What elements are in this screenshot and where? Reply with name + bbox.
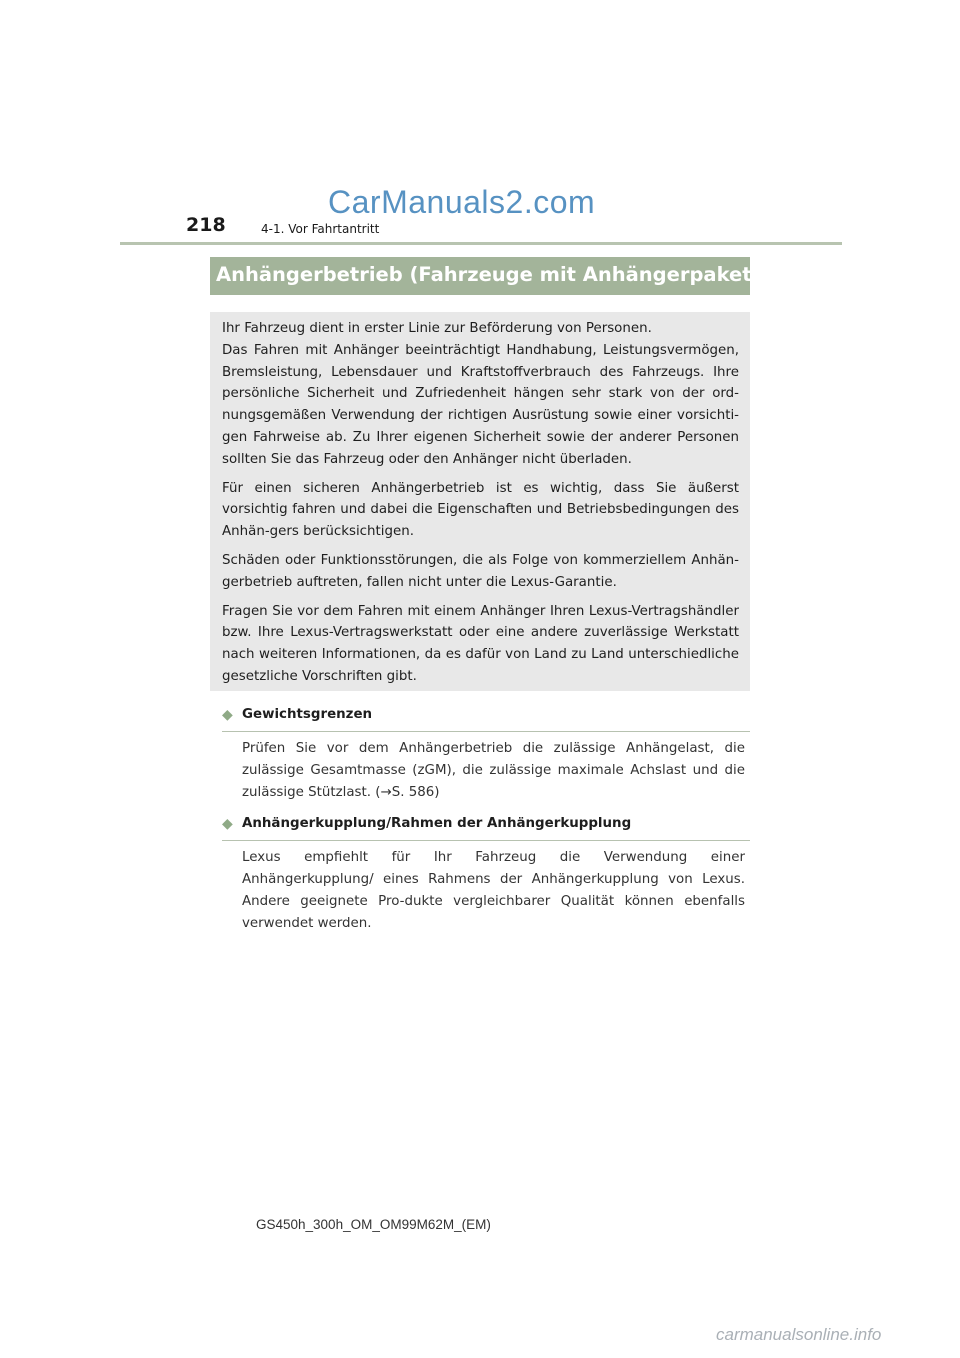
intro-paragraph-1: Ihr Fahrzeug dient in erster Linie zur Beförderung von Personen. Das Fahren mit Anhänger beeinträchtigt Handhabung, Leistungsvermögen, Bremsleistung, Lebensdauer und Kraftstoffverbrauch des Fahrzeugs. Ihre persönliche Sicherheit und Zufriedenheit hängen sehr stark von der ord-nungsgemäßen Verwendung der richtigen Ausrüstung sowie einer vorsichti-gen Fahrweise ab. Zu Ihrer eigenen Sicherheit sowie der anderer Personen sollten Sie das Fahrzeug oder den Anhänger nicht überladen.: [222, 321, 739, 467]
title-bar: [210, 257, 761, 295]
page-number: 218: [186, 214, 226, 236]
page-title: Anhängerbetrieb (Fahrzeuge mit Anhängerpaket): [216, 263, 761, 286]
subhead-label: Anhängerkupplung/Rahmen der Anhängerkupplung: [242, 816, 632, 831]
subhead-trailer-hitch: [222, 814, 750, 841]
intro-paragraph-2: Für einen sicheren Anhängerbetrieb ist es wichtig, dass Sie äußerst vorsichtig fahren und dabei die Eigenschaften und Betriebsbedingungen des Anhän-gers berücksichtigen.: [222, 480, 739, 540]
subhead-weight-limits: [222, 705, 750, 732]
footer-doc-code: GS450h_300h_OM_OM99M62M_(EM): [256, 1217, 491, 1232]
header-rule: [120, 242, 842, 245]
intro-text: [222, 318, 739, 695]
diamond-icon: ◆: [222, 816, 233, 832]
body-trailer-hitch: Lexus empfiehlt für Ihr Fahrzeug die Verwendung einer Anhängerkupplung/ eines Rahmens der Anhängerkupplung von Lexus. Andere geeignete Pro-dukte vergleichbarer Qualität können ebenfalls verwendet werden.: [242, 850, 745, 931]
intro-box: [210, 312, 750, 691]
section-path: 4-1. Vor Fahrtantritt: [261, 222, 380, 236]
intro-paragraph-3: Schäden oder Funktionsstörungen, die als Folge von kommerziellem Anhän-gerbetrieb auftreten, fallen nicht unter die Lexus-Garantie.: [222, 552, 739, 590]
diamond-icon: ◆: [222, 707, 233, 723]
watermark-logo: CarManuals2.com: [328, 184, 596, 220]
footer-site-logo: carmanualsonline.info: [716, 1325, 882, 1344]
subhead-label: Gewichtsgrenzen: [242, 707, 373, 722]
body-weight-limits: Prüfen Sie vor dem Anhängerbetrieb die zulässige Anhängelast, die zulässige Gesamtmasse (zGM), die zulässige maximale Achslast und die zulässige Stützlast. (→S. 586): [242, 741, 745, 800]
intro-paragraph-4: Fragen Sie vor dem Fahren mit einem Anhänger Ihren Lexus-Vertragshändler bzw. Ihre Lexus-Vertragswerkstatt oder eine andere zuverlässige Werkstatt nach weiteren Informationen, da es dafür von Land zu Land unterschiedliche gesetzliche Vorschriften gibt.: [222, 603, 739, 684]
